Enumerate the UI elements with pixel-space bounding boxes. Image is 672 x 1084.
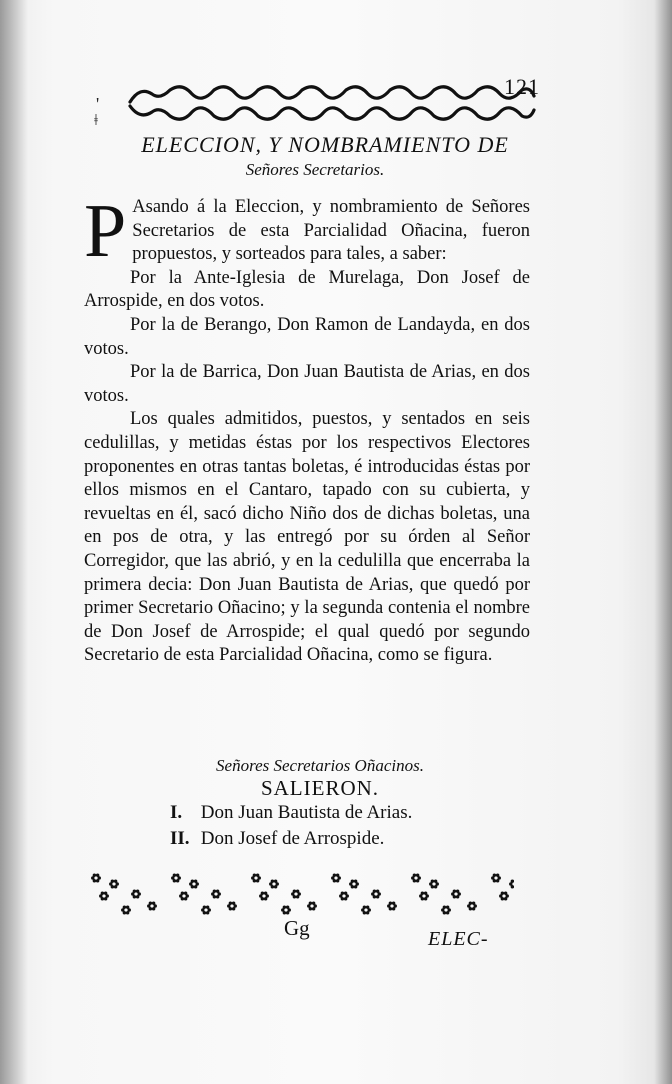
salieron-heading: SALIERON.	[260, 776, 380, 800]
result-name: Don Josef de Arrospide.	[200, 828, 385, 849]
signature-mark: Gg	[284, 916, 310, 940]
result-number: II.	[170, 828, 190, 849]
margin-mark-lower: ǂ	[94, 112, 98, 129]
paragraph-1-text: Asando á la Eleccion, y nombramiento de Señores Secretarios de esta Parcialidad Oñacina, fueron propuestos, y sorteados para tales, a saber:	[132, 197, 530, 265]
paragraph-3: Por la de Berango, Don Ramon de Landayda, en dos votos.	[84, 314, 530, 359]
floral-star-ornament-icon	[84, 866, 514, 920]
page-edge-shadow-right	[654, 0, 672, 1084]
section-subheading: Señores Secretarios.	[245, 160, 385, 179]
result-number: I.	[170, 802, 183, 823]
paragraph-4: Por la de Barrica, Don Juan Bautista de Arias, en dos votos.	[84, 362, 530, 406]
page-number: 121	[504, 74, 540, 99]
wave-ornament-icon	[126, 80, 538, 124]
paragraph-5: Los quales admitidos, puestos, y sentados en seis cedulillas, y metidas éstas por los respectivos Electores proponentes en otras tantas boletas, é introducidas éstas por ellos mismos en el Cantaro, tapado con su cubierta, y revueltas en él, sacó dicho Niño dos de dichas boletas, una en pos de otra, y las entregó por su órden al Señor Corregidor, que las abrió, y en la cedulilla que encerraba la primera decia: Don Juan Bautista de Arias, que quedó por primer Secretario Oñacino; y la segunda contenia el nombre de Don Josef de Arrospide; el qual quedó por segundo Secretario de esta Parcialidad Oñacina, como se figura.	[84, 409, 530, 666]
results-list	[170, 800, 510, 852]
result-item	[170, 800, 510, 826]
paragraph-1	[84, 189, 530, 273]
margin-mark: '	[96, 94, 100, 114]
body-text	[84, 189, 530, 668]
page-edge-shadow-left	[0, 0, 28, 1084]
paragraph-2: Por la Ante-Iglesia de Murelaga, Don Josef de Arrospide, en dos votos.	[84, 267, 530, 312]
result-item	[170, 826, 510, 852]
catchword: ELEC-	[428, 928, 489, 950]
result-name: Don Juan Bautista de Arias.	[200, 802, 413, 823]
section-heading: ELECCION, Y NOMBRAMIENTO DE	[141, 132, 509, 157]
drop-cap: P	[84, 189, 127, 273]
result-section-title: Señores Secretarios Oñacinos.	[216, 756, 424, 775]
